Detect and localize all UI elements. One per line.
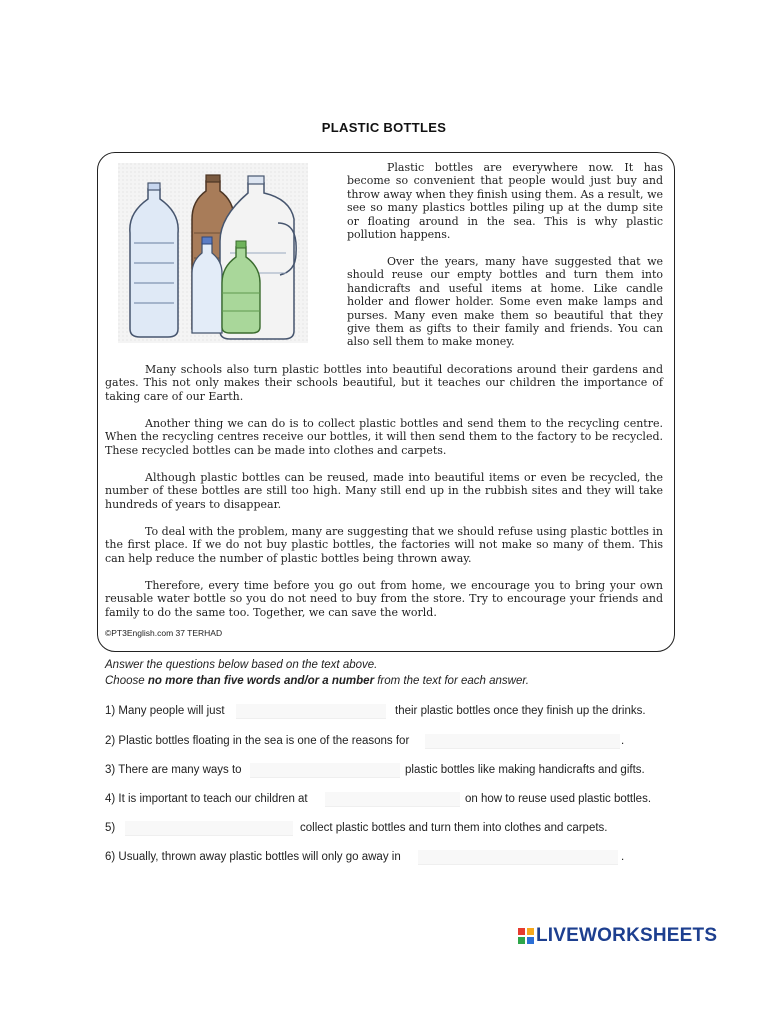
instruction-emphasis: no more than five words and/or a number: [147, 675, 375, 687]
liveworksheets-logo-icon: [518, 928, 534, 944]
paragraph-6: To deal with the problem, many are suggesting that we should refuse using plastic bottles in the first place. If we do not buy plastic bottles, the factories will not make so many of them. This can help reduce the number of plastic bottles being thrown away.: [105, 525, 663, 565]
answer-3-input[interactable]: [250, 763, 400, 778]
question-3-text: plastic bottles like making handicrafts and gifts.: [405, 764, 645, 776]
question-4-text: on how to reuse used plastic bottles.: [465, 793, 652, 805]
paragraph-1: Plastic bottles are everywhere now. It has become so convenient that people would just buy and throw away when they finish using them. As a result, we see so many plastics bottles piling up at the dump site or floating around in the sea. This is why plastic pollution happens.: [347, 161, 663, 242]
instruction-line-2: [105, 675, 529, 687]
paragraph-3: Many schools also turn plastic bottles into beautiful decorations around their gardens and gates. This not only makes their schools beautiful, but it teaches our children the importance of taking care of our Earth.: [105, 363, 663, 403]
question-1-text: 1) Many people will just: [105, 705, 225, 717]
plastic-bottles-illustration: [118, 163, 308, 343]
question-2-text: 2) Plastic bottles floating in the sea is one of the reasons for: [105, 735, 410, 747]
answer-5-input[interactable]: [125, 821, 293, 836]
question-6-text: 6) Usually, thrown away plastic bottles will only go away in: [105, 851, 401, 863]
liveworksheets-logo[interactable]: [518, 926, 717, 946]
paragraph-2: Over the years, many have suggested that we should reuse our empty bottles and turn them into handicrafts and useful items at home. Like candle holder and flower holder. Some even make lamps and purses. Many even make them so beautiful that they give them as gifts to their family and friends. You can also sell them to make money.: [347, 255, 663, 349]
worksheet-title: PLASTIC BOTTLES: [321, 120, 447, 135]
paragraph-4: Another thing we can do is to collect plastic bottles and send them to the recycling centre. When the recycling centres receive our bottles, it will then send them to the factory to be recycled. These recycled bottles can be made into clothes and carpets.: [105, 417, 663, 457]
paragraph-7: Therefore, every time before you go out from home, we encourage you to bring your own reusable water bottle so you do not need to buy from the store. Try to encourage your friends and family to do the same too. Together, we can save the world.: [105, 579, 663, 619]
paragraph-5: Although plastic bottles can be reused, made into beautiful items or even be recycled, the number of these bottles are still too high. Many still end up in the rubbish sites and they will take hundreds of years to disappear.: [105, 471, 663, 511]
question-1-text: their plastic bottles once they finish up the drinks.: [395, 705, 646, 717]
question-2-text: .: [621, 735, 625, 747]
answer-6-input[interactable]: [418, 850, 618, 865]
liveworksheets-logo-text: LIVEWORKSHEETS: [536, 925, 718, 946]
instruction-text: Choose: [105, 675, 148, 687]
question-5-text: 5): [105, 822, 116, 834]
question-4-text: 4) It is important to teach our children at: [105, 793, 308, 805]
answer-4-input[interactable]: [325, 792, 460, 807]
question-3-text: 3) There are many ways to: [105, 764, 242, 776]
instruction-line-1: Answer the questions below based on the text above.: [105, 659, 378, 671]
question-5-text: collect plastic bottles and turn them into clothes and carpets.: [300, 822, 608, 834]
question-6-text: .: [621, 851, 625, 863]
instruction-text: from the text for each answer.: [374, 675, 529, 687]
answer-1-input[interactable]: [236, 704, 386, 719]
answer-2-input[interactable]: [425, 734, 620, 749]
copyright-credit: ©PT3English.com 37 TERHAD: [105, 628, 223, 638]
